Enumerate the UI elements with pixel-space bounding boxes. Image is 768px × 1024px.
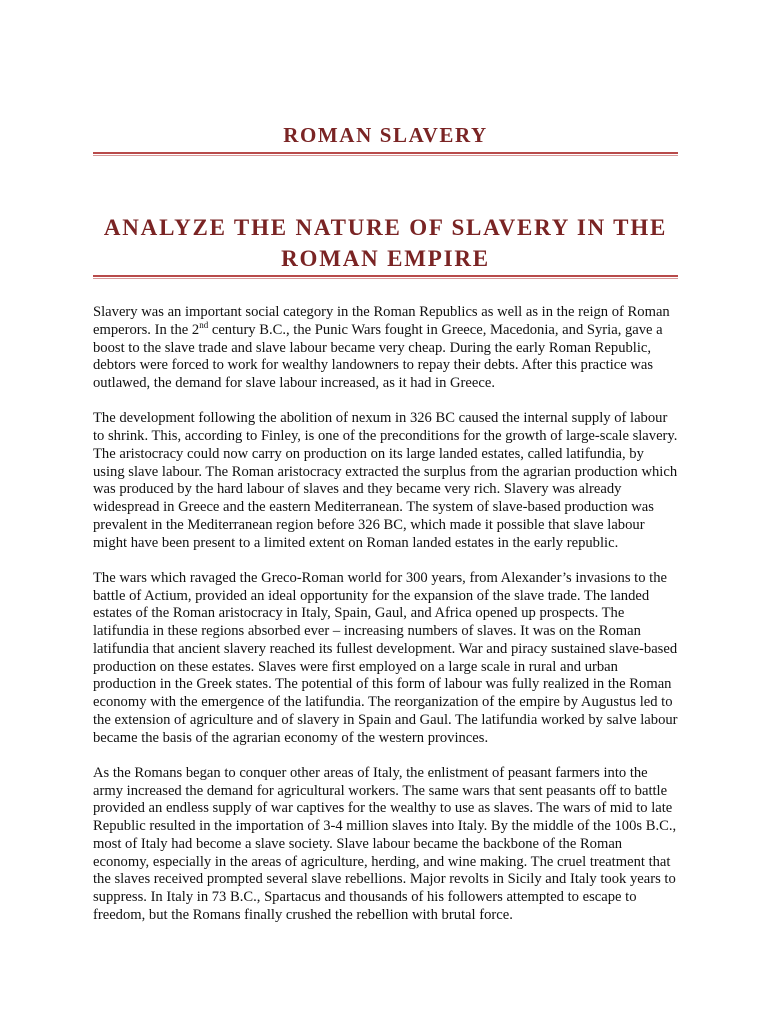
paragraph-2: The development following the abolition of nexum in 326 BC caused the internal supply of labour to shrink. This, according to Finley, is one of the preconditions for the growth of large-scale slavery. The aristocracy could now carry on production on its large landed estates, called latifundia, by using slave labour. The Roman aristocracy extracted the surplus from the agrarian production which was produced by the hard labour of slaves and they became very rich. Slavery was already widespread in Greece and the eastern Mediterranean. The system of slave-based production was prevalent in the Mediterranean region before 326 BC, which made it possible that slave labour might have been present to a limited extent on Roman landed estates in the early republic. — [93, 410, 678, 551]
paragraph-1-text-b: century B.C., the Punic Wars fought in Greece, Macedonia, and Syria, gave a boost to the slave trade and slave labour became very cheap. During the early Roman Republic, debtors were forced to work for wealthy landowners to repay their debts. After this practice was outlawed, the demand for slave labour increased, as it had in Greece. — [93, 321, 663, 391]
document-subtitle: ANALYZE THE NATURE OF SLAVERY IN THE ROMAN EMPIRE — [103, 215, 668, 271]
document-title: ROMAN SLAVERY — [283, 123, 488, 147]
paragraph-4: As the Romans began to conquer other areas of Italy, the enlistment of peasant farmers into the army increased the demand for agricultural workers. The same wars that sent peasants off to battle provided an endless supply of war captives for the wealthy to use as slaves. The wars of mid to late Republic resulted in the importation of 3-4 million slaves into Italy. By the middle of the 100s B.C., most of Italy had become a slave society. Slave labour became the backbone of the Roman economy, especially in the areas of agriculture, herding, and wine making. The cruel treatment that the slaves received prompted several slave rebellions. Major revolts in Sicily and Italy took years to suppress. In Italy in 73 B.C., Spartacus and thousands of his followers attempted to escape to freedom, but the Romans finally crushed the rebellion with brutal force. — [93, 764, 677, 923]
document-body — [93, 304, 678, 942]
paragraph-3: The wars which ravaged the Greco-Roman world for 300 years, from Alexander’s invasions to the battle of Actium, provided an ideal opportunity for the expansion of the slave trade. The landed estates of the Roman aristocracy in Italy, Spain, Gaul, and Africa opened up prospects. The latifundia in these regions absorbed ever – increasing numbers of slaves. It was on the Roman latifundia that ancient slavery reached its fullest development. War and piracy sustained slave-based production on these estates. Slaves were first employed on a large scale in rural and urban production in the Greek states. The potential of this form of labour was fully realized in the Roman economy with the emergence of the latifundia. The reorganization of the empire by Augustus led to the extension of agriculture and of slavery in Spain and Gaul. The latifundia worked by salve labour became the basis of the agrarian economy of the western provinces. — [93, 569, 678, 746]
subtitle-divider — [93, 275, 678, 279]
paragraph-1 — [93, 304, 678, 393]
paragraph-1-superscript: nd — [199, 319, 209, 330]
paragraph-1-text-a: Slavery was an important social category in the Roman Republics as well as in the reign of Roman emperors. In the 2 — [93, 304, 670, 338]
title-divider — [93, 152, 678, 156]
